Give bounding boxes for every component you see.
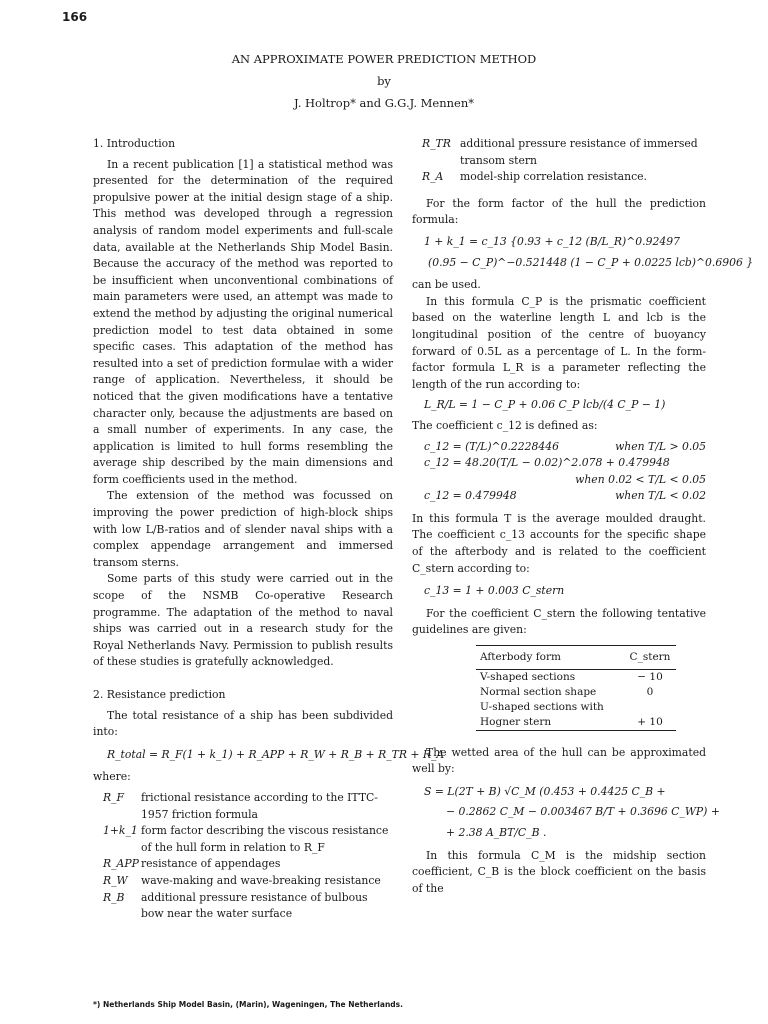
definition-symbol: R_APP [103, 857, 139, 871]
definition-row [93, 790, 393, 823]
paragraph: In this formula T is the average moulded draught. The coefficient c_13 accounts for the specific shape of the afterbody and is related to the coefficient C_stern according to: [412, 511, 706, 575]
paragraph: For the form factor of the hull the prediction formula: [412, 196, 706, 227]
definition-text: additional pressure resistance of immersed transom stern [460, 137, 698, 167]
paragraph: In this formula C_M is the midship section coefficient, C_B is the block coefficient on the basis of the [412, 848, 706, 895]
definition-text: resistance of appendages [141, 857, 281, 871]
equation: c_12 = (T/L)^0.2228446 [424, 439, 559, 453]
authors: J. Holtrop* and G.G.J. Mennen* [294, 96, 474, 110]
table-cell: Normal section shape [480, 685, 597, 698]
paragraph: The total resistance of a ship has been subdivided into: [93, 708, 393, 739]
table-header: Afterbody form [476, 646, 624, 670]
equation-run-length: L_R/L = 1 − C_P + 0.06 C_P lcb/(4 C_P − 1) [424, 398, 666, 412]
paper-title: AN APPROXIMATE POWER PREDICTION METHOD [231, 52, 537, 66]
paragraph: The wetted area of the hull can be approximated well by: [412, 745, 706, 776]
paragraph: The extension of the method was focussed on improving the power prediction of high-block ships with low L/B-ratios and of slender naval ships with a complex appendage arrangement and immersed transom sterns. [93, 489, 393, 569]
condition: when T/L < 0.02 [615, 489, 706, 503]
equation: c_12 = 48.20(T/L − 0.02)^2.078 + 0.479948 [424, 456, 670, 470]
equation-wetted-area-line3: + 2.38 A_BT/C_B . [446, 826, 547, 839]
definition-text: form factor describing the viscous resistance of the hull form in relation to R_F [141, 824, 389, 854]
equation-c12-case2 [424, 455, 706, 472]
equation-c13: c_13 = 1 + 0.003 C_stern [424, 584, 565, 598]
table-row [476, 669, 676, 685]
definition-symbol: R_A [422, 170, 444, 184]
paragraph: Some parts of this study were carried out in the scope of the NSMB Co-operative Research programme. The adaptation of the method to naval ships was carried out in a research study for the Royal Netherlands Navy. Permission to publish results of these studies is gratefully acknowledged. [93, 572, 393, 669]
definition-text: additional pressure resistance of bulbous bow near the water surface [141, 890, 368, 921]
paragraph: For the coefficient C_stern the following tentative guidelines are given: [412, 606, 706, 637]
section-heading-introduction: 1. Introduction [93, 137, 176, 150]
table-cell: 0 [646, 685, 654, 698]
definition-row [412, 169, 706, 186]
definition-row [93, 856, 393, 873]
definition-row [93, 873, 393, 890]
page-number: 166 [62, 10, 88, 24]
equation-form-factor-line2: (0.95 − C_P)^−0.521448 (1 − C_P + 0.0225 lcb)^0.6906 } [428, 255, 754, 269]
table-row [476, 685, 676, 700]
paragraph: In a recent publication [1] a statistical method was presented for the determination of the required propulsive power at the initial design stage of a ship. This method was developed through a regression analysis of random model experiments and full-scale data, available at the Netherlands Ship Model Basin. Because the accuracy of the method was reported to be insufficient when unconventional combinations of main parameters were used, an attempt was made to extend the method by adjusting the original numerical prediction model to test data obtained in some specific cases. This adaptation of the method has resulted into a set of prediction formulae with a wider range of application. Nevertheless, it should be noticed that the given modifications have a tentative character only, because the adjustments are based on a small number of experiments. In any case, the application is limited to hull forms resembling the average ship described by the main dimensions and form coefficients used in the method. [93, 157, 393, 486]
definition-text: model-ship correlation resistance. [460, 170, 647, 184]
table-row [476, 700, 676, 731]
definition-row [412, 136, 706, 169]
equation-total-resistance: R_total = R_F(1 + k_1) + R_APP + R_W + R_B + R_TR + R_A [107, 747, 445, 761]
definition-symbol: R_B [103, 890, 125, 904]
equation-c12-case1 [424, 439, 706, 456]
definition-row [93, 890, 393, 923]
definition-symbol: 1+k_1 [103, 824, 138, 838]
definition-row [93, 823, 393, 856]
equation: c_12 = 0.479948 [424, 489, 517, 503]
equation-wetted-area-line1: S = L(2T + B) √C_M (0.453 + 0.4425 C_B + [424, 784, 666, 798]
definition-text: frictional resistance according to the ITTC-1957 friction formula [141, 790, 378, 821]
definition-symbol: R_TR [422, 137, 451, 150]
right-column [412, 136, 754, 897]
equation-form-factor-line1: 1 + k_1 = c_13 {0.93 + c_12 (B/L_R)^0.92497 [424, 234, 680, 248]
footnote: *) Netherlands Ship Model Basin, (Marin), Wageningen, The Netherlands. [93, 1000, 403, 1009]
condition: when T/L > 0.05 [615, 439, 706, 453]
table-cell: V-shaped sections [480, 670, 576, 683]
table-cell: U-shaped sections with Hogner stern [476, 700, 624, 731]
definition-text: wave-making and wave-breaking resistance [141, 873, 381, 887]
paragraph: The coefficient c_12 is defined as: [412, 418, 598, 432]
byline: by [377, 74, 391, 88]
definition-symbol: R_W [103, 873, 128, 887]
left-column [93, 136, 445, 923]
section-heading-resistance: 2. Resistance prediction [93, 688, 226, 701]
table-cell: + 10 [624, 700, 676, 731]
table-header: C_stern [624, 646, 676, 670]
equation-c12-case3 [424, 488, 706, 505]
table-cell: − 10 [637, 670, 663, 683]
equation-wetted-area-line2: − 0.2862 C_M − 0.003467 B/T + 0.3696 C_WP) + [446, 805, 720, 819]
stern-coefficient-table [476, 645, 676, 731]
definition-symbol: R_F [103, 790, 125, 804]
paragraph: can be used. [412, 278, 481, 292]
condition: when 0.02 < T/L < 0.05 [575, 472, 706, 486]
where-label: where: [93, 770, 131, 784]
paragraph: In this formula C_P is the prismatic coefficient based on the waterline length L and lcb is the longitudinal position of the centre of buoyancy forward of 0.5L as a percentage of L. In the form-factor formula L_R is a parameter reflecting the length of the run according to: [412, 294, 706, 391]
condition-c12-case2 [424, 472, 706, 489]
